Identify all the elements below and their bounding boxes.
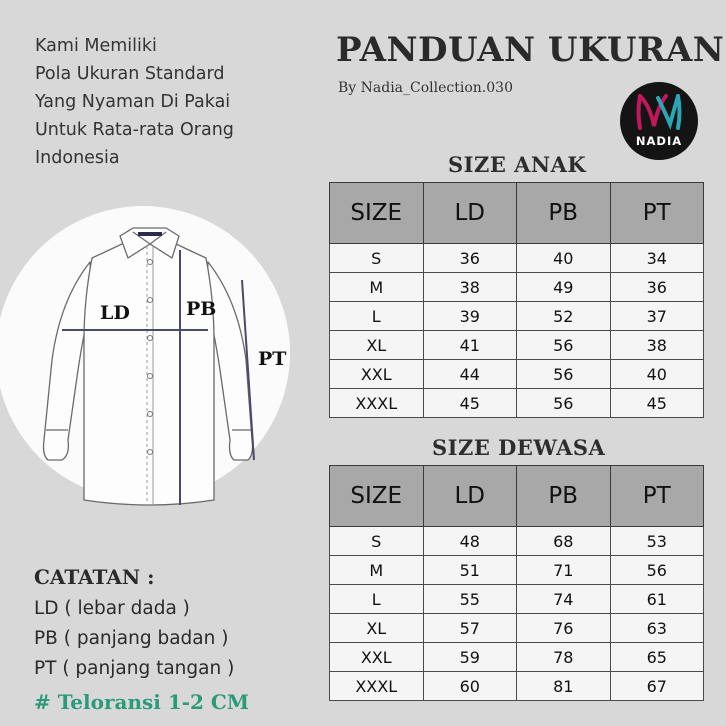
page-title: PANDUAN UKURAN [336,30,725,70]
pt-label: PT [258,348,287,370]
size-dewasa-title: SIZE DEWASA [432,435,606,460]
intro-line: Indonesia [35,148,120,168]
pt-cell: 56 [610,556,704,585]
column-header: SIZE [330,466,424,527]
size-cell: XL [330,614,424,643]
ld-cell: 60 [423,672,517,701]
column-header: SIZE [330,183,424,244]
size-cell: M [330,556,424,585]
column-header: LD [423,466,517,527]
table-header-row [330,466,704,527]
column-header: PT [610,466,704,527]
pt-cell: 34 [610,244,704,273]
nadia-logo [620,82,698,160]
pb-cell: 81 [517,672,611,701]
ld-cell: 44 [423,360,517,389]
ld-cell: 57 [423,614,517,643]
ld-cell: 45 [423,389,517,418]
ld-cell: 59 [423,643,517,672]
ld-cell: 51 [423,556,517,585]
ld-cell: 41 [423,331,517,360]
table-row [330,302,704,331]
size-cell: XL [330,331,424,360]
table-row [330,672,704,701]
intro-line: Kami Memiliki [35,36,157,56]
size-cell: S [330,244,424,273]
column-header: PB [517,183,611,244]
tolerance-note: # Teloransi 1-2 CM [34,690,249,714]
table-row [330,614,704,643]
size-anak-table [329,182,704,418]
byline: By Nadia_Collection.030 [338,80,513,96]
pb-cell: 76 [517,614,611,643]
ld-cell: 48 [423,527,517,556]
pt-cell: 53 [610,527,704,556]
note-pt: PT ( panjang tangan ) [34,658,235,679]
note-pb: PB ( panjang badan ) [34,628,229,649]
pb-cell: 71 [517,556,611,585]
column-header: PB [517,466,611,527]
table-row [330,585,704,614]
intro-line: Pola Ukuran Standard [35,64,225,84]
pt-cell: 45 [610,389,704,418]
size-dewasa-table [329,465,704,701]
size-cell: S [330,527,424,556]
size-cell: XXXL [330,672,424,701]
pt-cell: 40 [610,360,704,389]
pt-cell: 38 [610,331,704,360]
table-row [330,643,704,672]
pb-cell: 56 [517,331,611,360]
column-header: PT [610,183,704,244]
ld-cell: 36 [423,244,517,273]
table-header-row [330,183,704,244]
pt-cell: 67 [610,672,704,701]
ld-cell: 55 [423,585,517,614]
table-row [330,556,704,585]
ld-label: LD [100,302,130,324]
pt-cell: 63 [610,614,704,643]
size-cell: XXL [330,643,424,672]
pt-cell: 37 [610,302,704,331]
logo-text: NADIA [635,134,683,148]
pb-cell: 52 [517,302,611,331]
pt-cell: 61 [610,585,704,614]
intro-line: Yang Nyaman Di Pakai [35,92,231,112]
column-header: LD [423,183,517,244]
pb-cell: 56 [517,389,611,418]
pb-cell: 40 [517,244,611,273]
pt-cell: 65 [610,643,704,672]
nadia-logo-icon [620,82,698,160]
intro-line: Untuk Rata-rata Orang [35,120,234,140]
pb-cell: 78 [517,643,611,672]
table-row [330,527,704,556]
size-cell: L [330,585,424,614]
ld-cell: 39 [423,302,517,331]
table-row [330,273,704,302]
size-cell: XXL [330,360,424,389]
pb-cell: 56 [517,360,611,389]
size-anak-title: SIZE ANAK [448,152,587,177]
pt-cell: 36 [610,273,704,302]
table-row [330,360,704,389]
pb-cell: 74 [517,585,611,614]
size-cell: L [330,302,424,331]
shirt-icon [0,190,300,520]
catatan-title: CATATAN : [34,565,155,589]
pb-cell: 68 [517,527,611,556]
ld-cell: 38 [423,273,517,302]
table-row [330,244,704,273]
intro-text [35,32,305,172]
size-cell: M [330,273,424,302]
table-row [330,389,704,418]
table-row [330,331,704,360]
note-ld: LD ( lebar dada ) [34,598,190,619]
size-cell: XXXL [330,389,424,418]
pb-label: PB [186,298,217,320]
pb-cell: 49 [517,273,611,302]
